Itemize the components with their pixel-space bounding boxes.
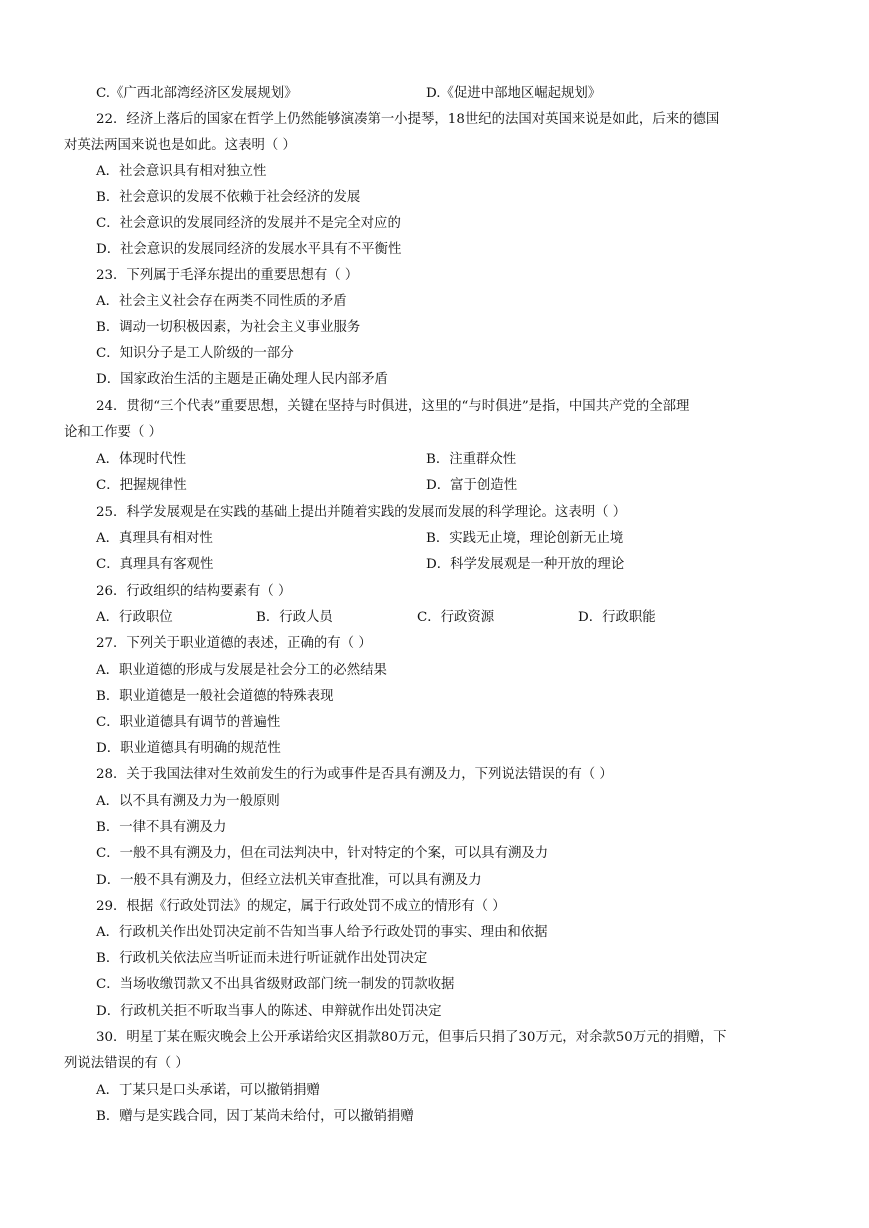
q25-option-a: A．真理具有相对性 bbox=[96, 531, 213, 546]
q24-option-c: C．把握规律性 bbox=[96, 478, 187, 493]
q25-option-c: C．真理具有客观性 bbox=[96, 557, 214, 572]
q21-option-d: D.《促进中部地区崛起规划》 bbox=[426, 86, 602, 101]
q24-option-b: B．注重群众性 bbox=[426, 452, 517, 467]
q25-option-d: D．科学发展观是一种开放的理论 bbox=[426, 557, 625, 572]
q26-option-a: A．行政职位 bbox=[96, 610, 173, 625]
q26-option-b: B．行政人员 bbox=[256, 610, 333, 625]
q25-option-b: B．实践无止境，理论创新无止境 bbox=[426, 531, 624, 546]
q26-option-c: C．行政资源 bbox=[417, 610, 495, 625]
exam-page: C.《广西北部湾经济区发展规划》 D.《促进中部地区崛起规划》 22．经济上落后的国家在哲学上仍然能够演凑第一小提琴，18世纪的法国对英国来说是如此，后来的德国 对英法两国来说也是如此。这表明（ ） A．社会意识具有相对独立性 B．社会意识的发展不依赖于社会经济的发展 C．社会意识的发展同经济的发展并不是完全对应的 D．社会意识的发展同经济的发展水平具有不平衡性 23．下列属于毛泽东提出的重要思想有（ ） A．社会主义社会存在两类不同性质的矛盾 B．调动一切积极因素，为社会主义事业服务 C．知识分子是工人阶级的一部分 D．国家政治生活的主题是正确处理人民内部矛盾 24．贯彻“三个代表”重要思想，关键在坚持与时俱进，这里的“与时俱进”是指，中国共产党的全部理 论和工作要（ ） A．体现时代性 B．注重群众性 C．把握规律性 D．富于创造性 25．科学发展观是在实践的基础上提出并随着实践的发展而发展的科学理论。这表明（ ） A．真理具有相对性 B．实践无止境，理论创新无止境 C．真理具有客观性 D．科学发展观是一种开放的理论 26．行政组织的结构要素有（ ） A．行政职位 B．行政人员 C．行政资源 D．行政职能 27．下列关于职业道德的表述，正确的有（ ） A．职业道德的形成与发展是社会分工的必然结果 B．职业道德是一般社会道德的特殊表现 C．职业道德具有调节的普遍性 D．职业道德具有明确的规范性 28．关于我国法律对生效前发生的行为或事件是否具有溯及力，下列说法错误的有（ ） A．以不具有溯及力为一般原则 B．一律不具有溯及力 C．一般不具有溯及力，但在司法判决中，针对特定的个案，可以具有溯及力 D．一般不具有溯及力，但经立法机关审查批准，可以具有溯及力 29．根据《行政处罚法》的规定，属于行政处罚不成立的情形有（ ） A．行政机关作出处罚决定前不告知当事人给予行政处罚的事实、理由和依据 B．行政机关依法应当听证而未进行听证就作出处罚决定 C．当场收缴罚款又不出具省级财政部门统一制发的罚款收据 D．行政机关拒不听取当事人的陈述、申辩就作出处罚决定 30．明星丁某在赈灾晚会上公开承诺给灾区捐款80万元，但事后只捐了30万元，对余款50万元的捐赠，下 列说法错误的有（ ） A．丁某只是口头承诺，可以撤销捐赠 B．赠与是实践合同，因丁某尚未给付，可以撤销捐赠 bbox=[64, 86, 727, 1124]
q24-option-d: D．富于创造性 bbox=[426, 478, 518, 493]
q21-option-c: C.《广西北部湾经济区发展规划》 bbox=[96, 86, 298, 101]
q26-option-d: D．行政职能 bbox=[578, 610, 656, 625]
q24-option-a: A．体现时代性 bbox=[96, 452, 187, 467]
